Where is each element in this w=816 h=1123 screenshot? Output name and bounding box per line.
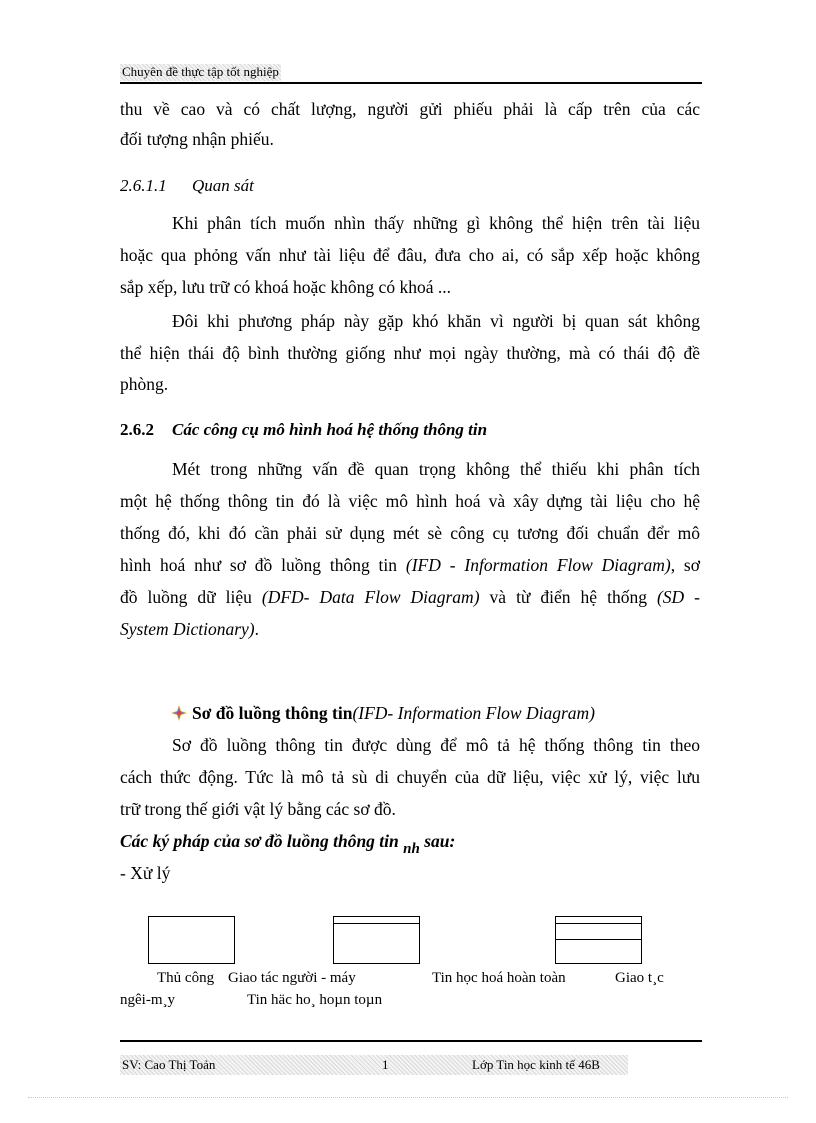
ifd-heading-bold: Sơ đồ luồng thông tin [192,703,353,723]
paragraph-line [120,581,700,613]
section-heading-observe [120,176,254,196]
paragraph-line: một hệ thống thông tin đó là việc mô hình hoá và xây dựng tài liệu cho hệ [120,491,700,511]
automated-process-box [555,916,642,964]
paragraph-line: thống đó, khi đó cần phải sử dụng mét sè công cụ tương đối chuẩn đểr mô [120,523,700,543]
paragraph-line: Khi phân tích muốn nhìn thấy những gì không thể hiện trên tài liệu [172,213,700,233]
footer-student: SV: Cao Thị Toản [122,1057,216,1072]
paragraph-line: Sơ đồ luồng thông tin được dùng để mô tả hệ thống thông tin theo [172,735,700,755]
footer-class: Lớp Tin học kinh tế 46B [472,1057,600,1072]
bullet-arrow-icon [170,700,188,718]
section-number: 2.6.2 [120,420,154,439]
page-bottom-border [28,1097,788,1098]
text-run: , sơ [670,555,700,575]
section-title: Các công cụ mô hình hoá hệ thống thông tin [172,420,488,439]
text-run-italic: (SD - [656,587,701,607]
page-footer [120,1055,628,1075]
paragraph-line: sắp xếp, lưu trữ có khoá hoặc không có khoá ... [120,277,451,297]
ifd-heading [170,697,595,729]
box-divider [556,939,641,940]
header-rule [120,82,702,84]
paragraph-line [120,613,259,645]
human-machine-process-box [333,916,420,964]
manual-process-box [148,916,235,964]
caption-garbled-1: Giao t¸c [615,970,664,986]
process-label: - Xử lý [120,863,171,883]
paragraph-line [120,549,700,581]
footer-page-number: 1 [382,1057,389,1072]
text-run: và từ điển hệ thống [479,587,657,607]
paragraph-line: phòng. [120,374,169,394]
paragraph-line: thu về cao và có chất lượng, người gửi phiếu phải là cấp trên của các [120,99,700,119]
caption-garbled-3: Tin häc ho¸ hoµn toµn [247,992,383,1008]
caption-manual: Thủ công [157,970,215,986]
text-run-sub: nh [403,841,420,857]
section-heading-tools [120,420,487,440]
text-run-italic: System Dictionary) [120,619,255,639]
text-run: sau: [419,831,456,851]
box-divider [334,923,419,924]
text-run: hình hoá như sơ đồ luồng thông tin [120,555,406,575]
text-run-italic: (IFD - Information Flow Diagram) [405,555,671,575]
text-run: . [254,619,259,639]
text-run-italic: (DFD- Data Flow Diagram) [261,587,480,607]
text-run: Các ký pháp của sơ đồ luồng thông tin [120,831,404,851]
section-title: Quan sát [192,176,254,195]
ifd-heading-italic: (IFD- Information Flow Diagram) [352,703,596,723]
paragraph-line: thể hiện thái độ bình thường giống như mọi ngày thường, mà có thái độ đề [120,343,700,363]
box-divider [556,923,641,924]
paragraph-line: trữ trong thế giới vật lý bằng các sơ đồ. [120,799,396,819]
paragraph-line: đối tượng nhận phiếu. [120,129,274,149]
page-header-title: Chuyên đề thực tập tốt nghiệp [122,64,279,79]
caption-garbled-2: ngêi-m¸y [120,992,175,1008]
paragraph-line: cách thức động. Tức là mô tả sù di chuyển của dữ liệu, việc xử lý, việc lưu [120,767,700,787]
text-run: đồ luồng dữ liệu [120,587,262,607]
paragraph-line: hoặc qua phỏng vấn như tài liệu để đâu, đưa cho ai, có sắp xếp hoặc không [120,245,700,265]
caption-automated: Tin học hoá hoàn toàn [432,970,566,986]
paragraph-line: Mét trong những vấn đề quan trọng không thể thiếu khi phân tích [172,459,700,479]
caption-human-machine: Giao tác người - máy [228,970,356,986]
footer-rule [120,1040,702,1042]
section-number: 2.6.1.1 [120,176,167,195]
paragraph-line: Đôi khi phương pháp này gặp khó khăn vì người bị quan sát không [172,311,700,331]
